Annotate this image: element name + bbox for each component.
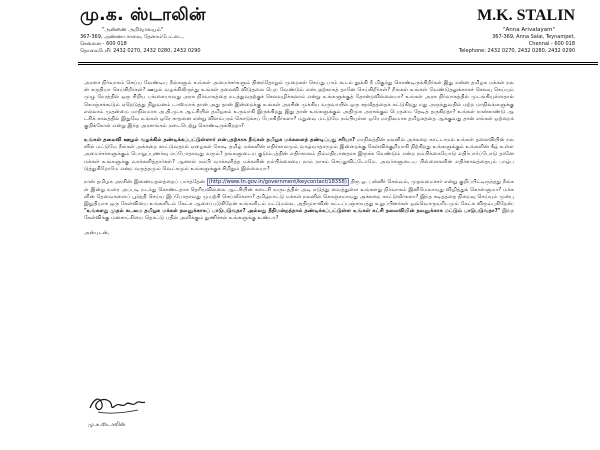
signature-name: மு.க.ஸ்டாலின் bbox=[88, 422, 126, 428]
paragraph-3-intro: நான் தமிழக அரசின் இணையதளத்தைப் பார்த்தேன் bbox=[84, 179, 207, 186]
letterhead-divider bbox=[78, 62, 598, 63]
letter-body bbox=[84, 80, 514, 237]
letterhead-divider-secondary bbox=[78, 64, 598, 65]
letterhead-tamil bbox=[80, 6, 300, 55]
letterhead-english bbox=[355, 6, 575, 55]
address-line-1-tamil: 367-369, அண்ணா சாலை, தேனாம்பேட்டை, bbox=[80, 34, 184, 40]
letterhead bbox=[0, 0, 600, 62]
paragraph-3-question: "உங்களது முதல் கடமை தமிழக மக்கள் நலனுக்காகப் பாடுபடுவதா? அல்லது நீதிமன்றத்தால் தண்டிக்கப்பட்டுள்ள உங்கள் கட்சி தலைவியின் நலனுக்காக மட்டும் பாடுபடுவதா?" bbox=[84, 208, 501, 215]
sender-name-tamil: மு.க. ஸ்டாலின் bbox=[80, 5, 206, 25]
paragraph-3-body: திரு ஓ. பன்னீர் செல்வம், முதலமைச்சர் என்று குறிப்பிட்டிருந்தது நீங்கள் இன்று வரை அப்படி நடந்து கொண்டதாக தெரியவில்லை ஆட்சியின் கடைசி வருடத்தில் அடி எடுத்து வைத்துள்ள உங்களது நிர்வாகம் இனிமேலாவது விழித்துக் கொள்ளுமா? மக்களின் தேவைகளைப் பூர்த்தி செய்ய இப்போதாவது முயற்சி செய்வீர்களா? தமிழ்நாட்டு மக்கள் நலனில் கொஞ்சமாவது அக்கறை காட்டுவீர்களா? இந்த கடிதத்தை நிறைவு செய்யும் முன்பு இறுதியாக ஒரு கேள்வியை உங்களிடம் கேட்க ஆசைப்படுகிறேன் உங்களிடம் மட்டுமல்ல, அதிமுக-வின் கட்டப்பஞ்சாயத்து உறுப்பினர்கள் ஒவ்வொருவரிடமும் கேட்க விரும்புகிறேன்: bbox=[84, 179, 514, 208]
address-line-1-english: 367-369, Anna Salai, Teynampet, bbox=[492, 34, 575, 40]
website-link[interactable]: (http://www.tn.gov.in/government/keycontact/18358) bbox=[208, 179, 347, 186]
office-name-tamil: "அன்னை அறிவாலயம்" bbox=[102, 27, 164, 33]
phone-english: Telephone: 2432 0270, 2432 0280, 2432 0290 bbox=[458, 48, 575, 54]
paragraph-2-lead: உங்கள் தலைவி ஊழல் வழக்கில் தண்டிக்கப்பட்டுள்ளார் என்பதற்காக நீங்கள் தமிழக மக்களைத் தண்டிப்பது சரியா? bbox=[84, 136, 356, 143]
paragraph-3-end: இந்த கேள்விக்கு மனசாட்சியை தொட்டு பதில் அளிக்கும் துணிச்சல் உங்களுக்கு உண்டா? bbox=[84, 208, 514, 222]
paragraph-1: அரசை நிர்வாகம் செய்ய வேண்டிய நீங்களும் உங்கள் அமைச்சர்களும் தினந்தோறும் முறைகள் செய்து பாம் கூடம் தூக்கி நீ மிகுந்து கொண்டிருக்கிறீர்கள் இது என்ன தமிழக மக்கள் நலன் கருதியா செய்கிறீர்கள்? ஊழல் வழக்கிலிருந்து உங்கள் தலைவி விடுதலை பெற வேண்டும் என்பதற்காகத் தானே செய்கிறீர்கள்? நீங்கள் உங்கள் வேண்டுதலுக்காகச் செலவு செய்யும் முழு நேரத்தில் ஒரு சிறிய பங்கையாவது அரசு நிர்வாகத்தை நடத்துவதற்குச் செலவழிக்கலாம் என்று உங்களுக்குத் தோன்றவில்லையா? உங்கள் அரசு நிர்வாகத்தில் முடங்கியுள்ளதால் கொஞ்சக்கூடும் ஏறெடுத்து நிறுவனம் டாஸ்மாக் தான் அது தான் இன்றைக்கு உங்கள் அரசின் முக்கிய வருவாயில் ஒரு சதவீதத்தைக் கட்டுகிறது மது அருந்துவதில் மற்ற மாநிலங்களுக்கு எல்லாம் முதன்மை மாநிலமாக அ.தி.மு.க ஆட்சியில் தமிழகம் உருவாகி இருக்கிறது இது தான் உங்களுக்கும் அதிமுக அரசுக்கும் பெருமை தேடித் தருகிறதா? உங்கள் நான்காண்டு ஆட்சிக் காலத்தில் இதுவே உங்கள் ஒரே சாதனை என்று விளம்பரம் கொடுக்கப் போகிறீர்களா? மதுவை மட்டுமே நம்பியுள்ள ஒரே மாநிலமாக தமிழகத்தை ஆக்குவது தான் எங்கள் ஒற்றைக் குறிக்கோள் என்று இந்த அரசாங்கம் நடைபெற்று கொண்டிருக்கிறதா? bbox=[84, 80, 514, 130]
address-line-2-english: Chennai - 600 018 bbox=[528, 41, 575, 47]
paragraph-3 bbox=[84, 179, 514, 222]
sender-name-english: M.K. STALIN bbox=[477, 7, 575, 24]
paragraph-2 bbox=[84, 137, 514, 173]
phone-tamil: தொலைபேசி: 2432 0270, 2432 0280, 2432 0290 bbox=[80, 48, 201, 54]
closing-salutation: அன்புடன், bbox=[84, 230, 110, 237]
paragraph-2-rest: மாநிலத்தின் நலனில் அக்கறை காட்டாமல் உங்கள் தலைவியின் நலனில் மட்டுமே நீங்கள் அக்கறை காட்டுவதால் ஏழைகள் கோடி தமிழ் மக்களின் எதிர்காலமும் வாழ்வாதாரமும் இன்றைக்கு கேள்விக்குறியாகி நிற்கிறது உங்களுக்கும் உங்களின் கீழ் உள்ள அமைச்சர்களுக்கும் பொறுப்புணர்வு எப்போதாவது வரும்? தங்களுடைய குடும்பத்தின் எதிர்காலம் நிம்மதியானதாக இருக்க வேண்டும் என்ற நம்பிக்கையோடு எதிர்பார்ப்போடு தானே மக்கள் உங்களுக்கு வாக்களித்தார்கள்? ஆனால் நம்பி வாக்களித்த மக்களின் நம்பிக்கையை நாம் நாசம் செய்துவிட்டோமே. அவர்களுடைய பிள்ளைகளின் எதிர்காலத்தையும் பாழ்படுத்துகிறோமே என்ற வருத்தமும் வெட்கமும் உங்களுக்குச் சிறிதும் இல்லையா? bbox=[84, 136, 514, 172]
signature bbox=[88, 390, 148, 418]
address-line-2-tamil: சென்னை - 600 018 bbox=[80, 41, 127, 47]
office-name-english: "Anna Arivalayam" bbox=[503, 27, 555, 33]
